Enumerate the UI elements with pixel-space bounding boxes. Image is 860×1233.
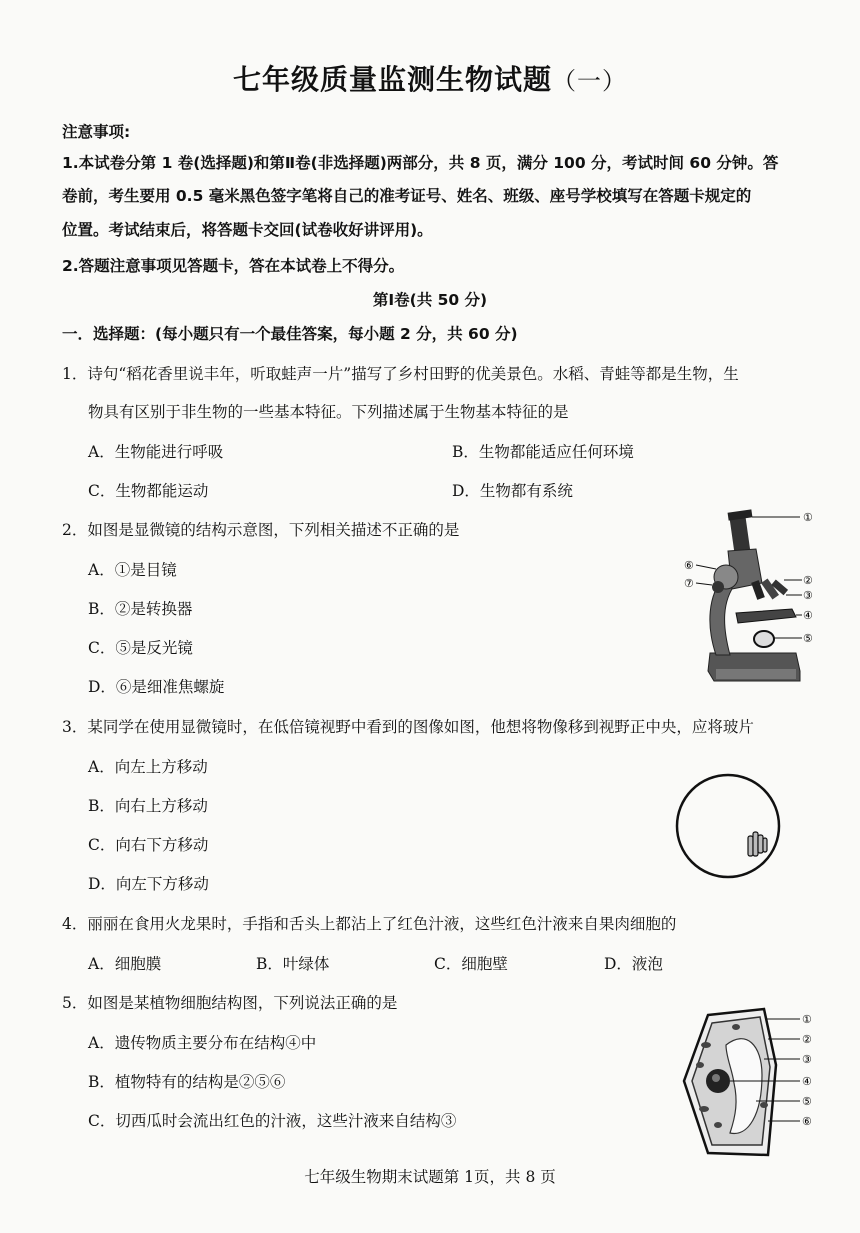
notice-heading: 注意事项:	[62, 123, 131, 141]
q1-option-c: C．生物都能运动	[88, 482, 209, 500]
notice-item1-line1: 1.本试卷分第 1 卷(选择题)和第Ⅱ卷(非选择题)两部分，共 8 页，满分 100 分，考试时间 60 分钟。答	[62, 154, 779, 172]
microscope-label-1: ①	[803, 511, 813, 524]
microscope-label-6: ⑥	[684, 559, 694, 572]
question-1-line2: 物具有区别于非生物的一些基本特征。下列描述属于生物基本特征的是	[88, 403, 569, 421]
microscope-label-7: ⑦	[684, 577, 694, 590]
title-suffix: （一）	[552, 67, 627, 95]
microscope-figure	[676, 505, 826, 690]
q2-option-b: B．②是转换器	[88, 600, 193, 618]
microscope-label-2: ②	[803, 574, 813, 587]
cell-label-2: ②	[802, 1033, 812, 1046]
title-main: 七年级质量监测生物试题	[232, 63, 552, 96]
q2-option-d: D．⑥是细准焦螺旋	[88, 678, 225, 696]
part1-heading: 第Ⅰ卷(共 50 分)	[372, 291, 488, 309]
q5-option-c: C．切西瓜时会流出红色的汁液，这些汁液来自结构③	[88, 1112, 457, 1130]
q2-option-c: C．⑤是反光镜	[88, 639, 193, 657]
microscope-label-4: ④	[803, 609, 813, 622]
q5-option-a: A．遗传物质主要分布在结构④中	[88, 1034, 317, 1052]
question-5-line1: 5．如图是某植物细胞结构图，下列说法正确的是	[62, 994, 398, 1012]
field-of-view-figure	[672, 770, 784, 882]
q1-option-b: B．生物都能适应任何环境	[452, 443, 634, 461]
q3-option-a: A．向左上方移动	[88, 758, 208, 776]
q3-option-b: B．向右上方移动	[88, 797, 208, 815]
cell-label-1: ①	[802, 1013, 812, 1026]
page-title	[0, 58, 860, 98]
cell-label-5: ⑤	[802, 1095, 812, 1108]
q1-option-a: A．生物能进行呼吸	[88, 443, 224, 461]
microscope-label-3: ③	[803, 589, 813, 602]
cell-label-6: ⑥	[802, 1115, 812, 1128]
notice-item2: 2.答题注意事项见答题卡，答在本试卷上不得分。	[62, 257, 405, 275]
section1-heading: 一．选择题：(每小题只有一个最佳答案，每小题 2 分，共 60 分)	[62, 325, 518, 343]
q2-option-a: A．①是目镜	[88, 561, 177, 579]
microscope-label-5: ⑤	[803, 632, 813, 645]
question-2-line1: 2．如图是显微镜的结构示意图，下列相关描述不正确的是	[62, 521, 460, 539]
q1-option-d: D．生物都有系统	[452, 482, 573, 500]
page-footer: 七年级生物期末试题第 1页，共 8 页	[304, 1168, 556, 1186]
cell-label-4: ④	[802, 1075, 812, 1088]
plant-cell-figure	[676, 1005, 826, 1160]
q4-option-a: A．细胞膜	[88, 955, 162, 973]
q4-option-c: C．细胞壁	[434, 955, 508, 973]
q4-option-d: D．液泡	[604, 955, 663, 973]
question-3-line1: 3．某同学在使用显微镜时，在低倍镜视野中看到的图像如图，他想将物像移到视野正中央，应将玻片	[62, 718, 754, 736]
q4-option-b: B．叶绿体	[256, 955, 330, 973]
q3-option-d: D．向左下方移动	[88, 875, 209, 893]
cell-label-3: ③	[802, 1053, 812, 1066]
q5-option-b: B．植物特有的结构是②⑤⑥	[88, 1073, 286, 1091]
question-1-line1: 1．诗句“稻花香里说丰年，听取蛙声一片”描写了乡村田野的优美景色。水稻、青蛙等都是生物，生	[62, 365, 739, 383]
question-4-line1: 4．丽丽在食用火龙果时，手指和舌头上都沾上了红色汁液，这些红色汁液来自果肉细胞的	[62, 915, 677, 933]
notice-item1-line3: 位置。考试结束后，将答题卡交回(试卷收好讲评用)。	[62, 221, 433, 239]
q3-option-c: C．向右下方移动	[88, 836, 209, 854]
notice-item1-line2: 卷前，考生要用 0.5 毫米黑色签字笔将自己的准考证号、姓名、班级、座号学校填写在答题卡规定的	[62, 187, 752, 205]
